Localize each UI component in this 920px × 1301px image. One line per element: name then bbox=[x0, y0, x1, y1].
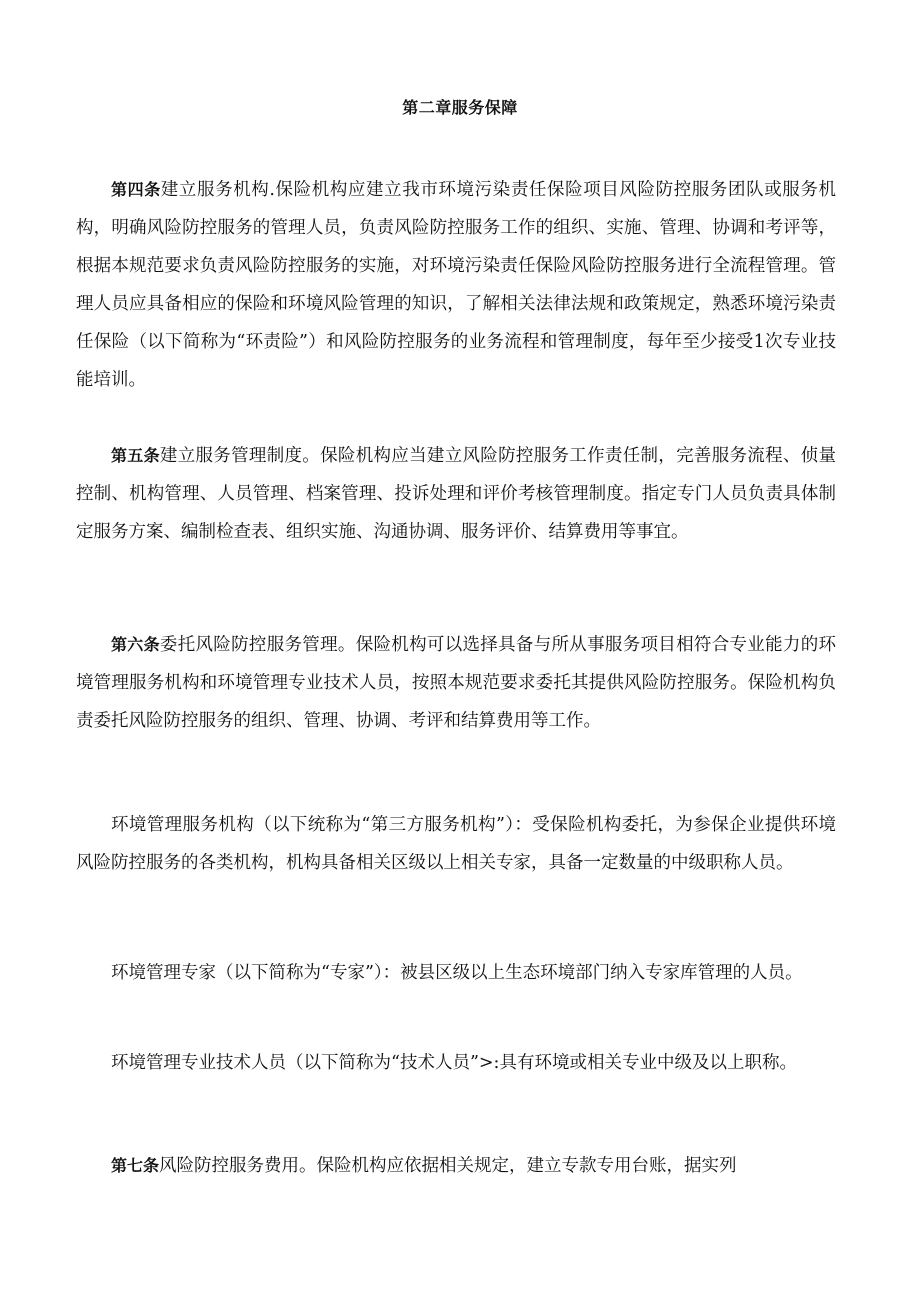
article-4 bbox=[76, 171, 836, 399]
article-5 bbox=[76, 437, 836, 551]
paragraph-text: 环境管理专家（以下简称为“专家”）：被县区级以上生态环境部门纳入专家库管理的人员。 bbox=[111, 963, 803, 983]
article-body: 建立服务机构.保险机构应建立我市环境污染责任保险项目风险防控服务团队或服务机构，明确风险防控服务的管理人员，负责风险防控服务工作的组织、实施、管理、协调和考评等，根据本规范要求负责风险防控服务的实施，对环境污染责任保险风险防控服务进行全流程管理。管理人员应具备相应的保险和环境风险管理的知识，了解相关法律法规和政策规定，熟悉环境污染责任保险（以下简称为“环责险”）和风险防控服务的业务流程和管理制度，每年至少接受1次专业技能培训。 bbox=[76, 180, 836, 390]
paragraph-text: 环境管理服务机构（以下统称为“第三方服务机构”）：受保险机构委托，为参保企业提供环境风险防控服务的各类机构，机构具备相关区级以上相关专家，具备一定数量的中级职称人员。 bbox=[76, 815, 836, 873]
article-6 bbox=[76, 626, 836, 740]
definition-third-party-agency bbox=[76, 806, 836, 882]
article-body: 委托风险防控服务管理。保险机构可以选择具备与所从事服务项目相符合专业能力的环境管理服务机构和环境管理专业技术人员，按照本规范要求委托其提供风险防控服务。保险机构负责委托风险防控服务的组织、管理、协调、考评和结算费用等工作。 bbox=[76, 635, 836, 731]
article-body: 风险防控服务费用。保险机构应依据相关规定，建立专款专用台账，据实列 bbox=[159, 1156, 737, 1176]
paragraph-text: 环境管理专业技术人员（以下简称为“技术人员”>:具有环境或相关专业中级及以上职称。 bbox=[111, 1053, 797, 1073]
article-number: 第四条 bbox=[111, 180, 161, 199]
article-number: 第六条 bbox=[111, 635, 160, 654]
definition-technical-staff bbox=[76, 1044, 836, 1082]
chapter-title: 第二章服务保障 bbox=[402, 98, 518, 117]
definition-expert bbox=[76, 954, 836, 992]
article-number: 第七条 bbox=[111, 1156, 160, 1175]
article-number: 第五条 bbox=[111, 446, 160, 465]
article-7 bbox=[76, 1147, 836, 1185]
article-body: 建立服务管理制度。保险机构应当建立风险防控服务工作责任制，完善服务流程、侦量控制、机构管理、人员管理、档案管理、投诉处理和评价考核管理制度。指定专门人员负责具体制定服务方案、编制检查表、组织实施、沟通协调、服务评价、结算费用等事宜。 bbox=[76, 446, 836, 542]
